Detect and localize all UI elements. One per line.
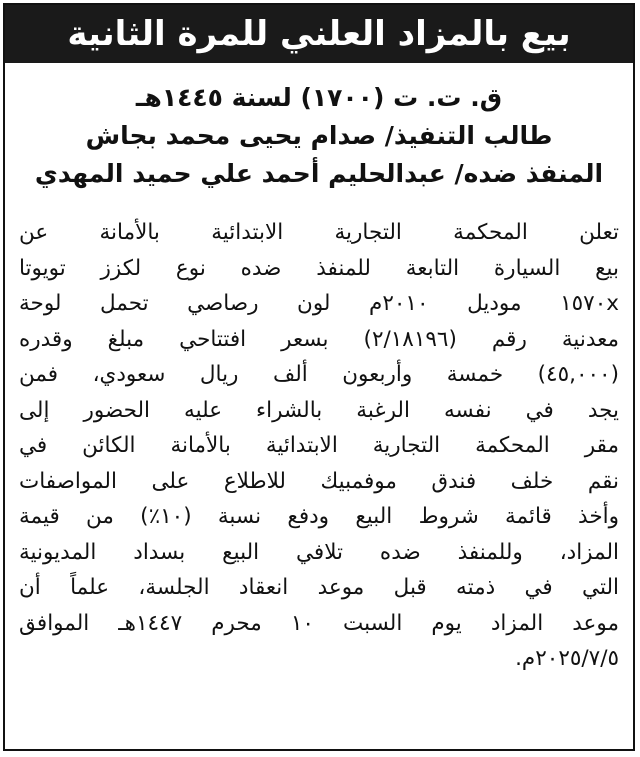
body-line: التي في ذمته قبل موعد انعقاد الجلسة، علماً أن [19, 575, 619, 600]
body-line: تعلن المحكمة التجارية الابتدائية بالأمانة عن [19, 220, 619, 245]
body-line: يجد في نفسه الرغبة بالشراء عليه الحضور إلى [19, 397, 619, 423]
notice-body [19, 215, 619, 677]
body-line: ٢٠٢٥/٧/٥م. [515, 646, 619, 671]
body-line: مقر المحكمة التجارية الابتدائية بالأمانة الكائن في [19, 433, 619, 458]
notice-title-bar [5, 5, 633, 63]
body-line: (٤٥,٠٠٠) خمسة وأربعون ألف ريال سعودي، فمن [19, 362, 619, 387]
body-line: نقم خلف فندق موفمبيك للاطلاع على المواصفات [19, 468, 619, 494]
body-line: وأخذ قائمة شروط البيع ودفع نسبة (١٠٪) من قيمة [19, 504, 619, 529]
body-line: المزاد، وللمنفذ ضده تلافي البيع بسداد المديونية [19, 539, 619, 565]
execution-respondent: المنفذ ضده/ عبدالحليم أحمد علي حميد المهدي [34, 159, 604, 188]
notice-header-block [5, 79, 633, 193]
body-line: ١٥٧٠x موديل ٢٠١٠م لون رصاصي تحمل لوحة [19, 291, 619, 316]
body-line: بيع السيارة التابعة للمنفذ ضده نوع لكزز تويوتا [19, 255, 619, 281]
body-line: معدنية رقم (٢/١٨١٩٦) بسعر افتتاحي مبلغ وقدره [19, 326, 619, 352]
notice-frame [3, 3, 635, 751]
body-line: موعد المزاد يوم السبت ١٠ محرم ١٤٤٧هـ الموافق [19, 610, 619, 636]
case-number: ق. ت. ت (١٧٠٠) لسنة ١٤٤٥هـ [135, 83, 503, 112]
notice-title: بيع بالمزاد العلني للمرة الثانية [67, 14, 571, 54]
execution-applicant: طالب التنفيذ/ صدام يحيى محمد بجاش [85, 121, 553, 150]
